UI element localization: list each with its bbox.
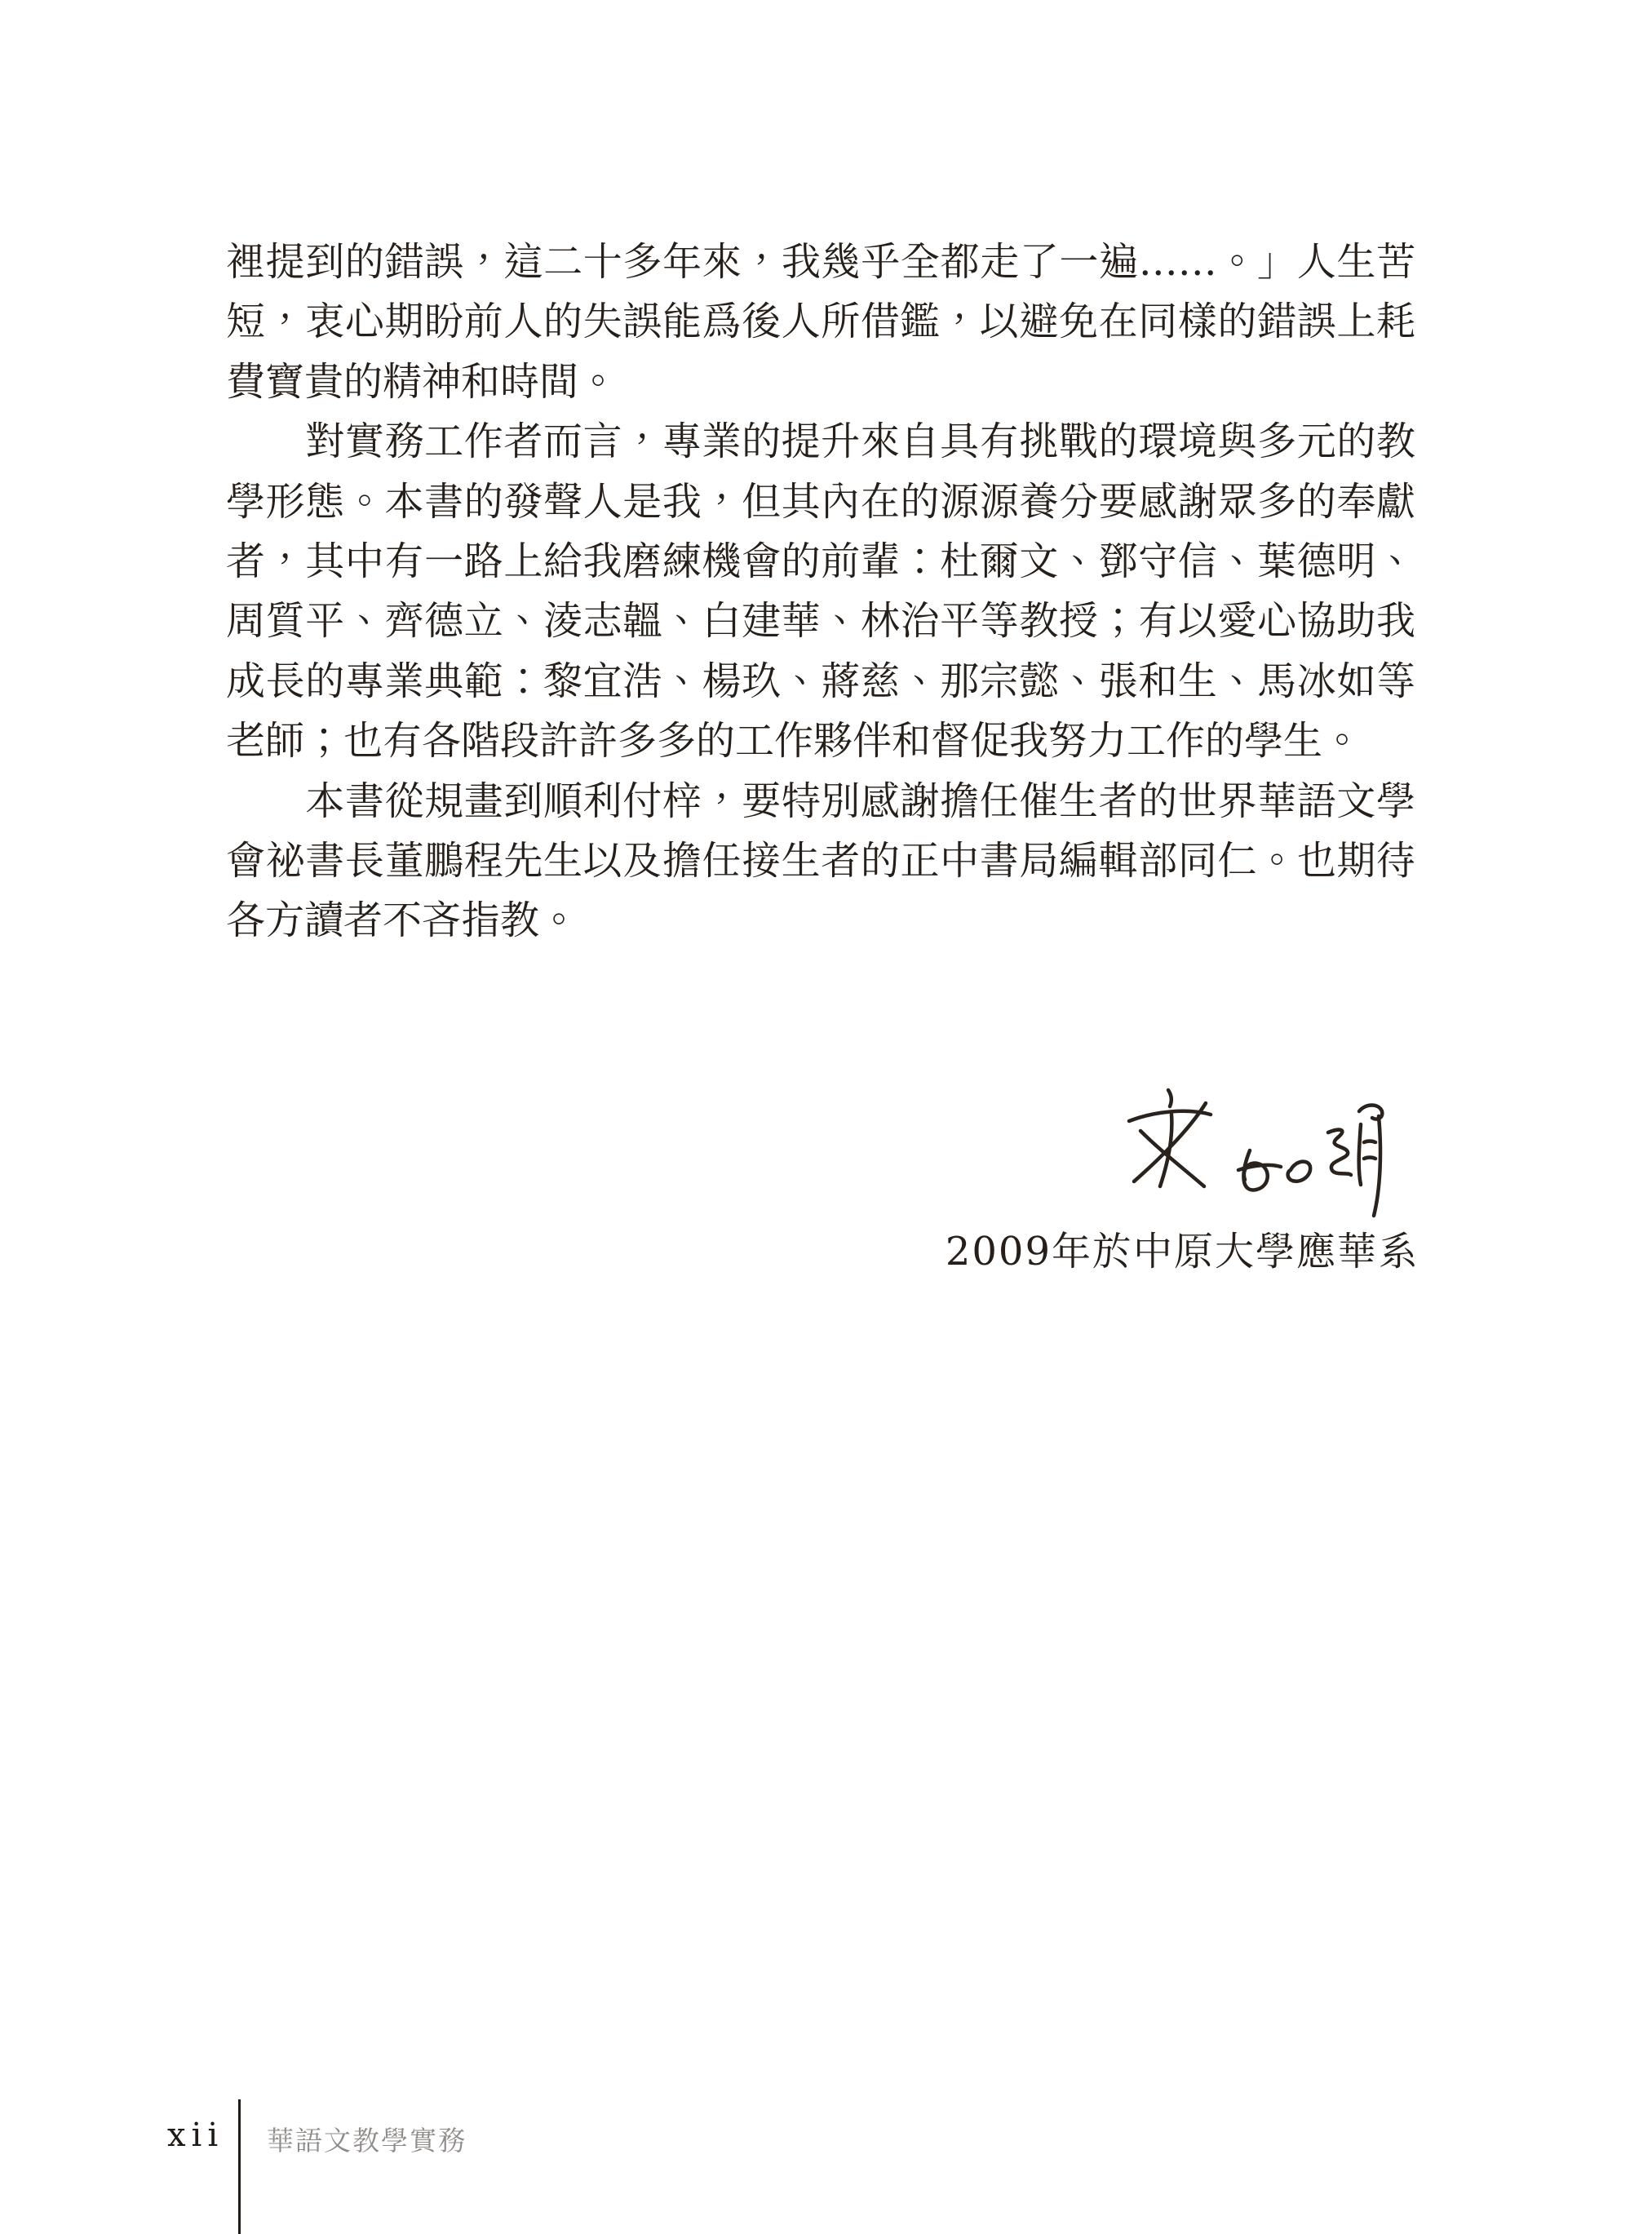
- footer-divider: [238, 2099, 241, 2234]
- body-line: 學形態。本書的發聲人是我，但其內在的源源養分要感謝眾多的奉獻: [226, 478, 1415, 525]
- body-line: 會祕書長董鵬程先生以及擔任接生者的正中書局編輯部同仁。也期待: [226, 837, 1415, 884]
- signature-handwriting-icon: [1109, 1079, 1395, 1227]
- body-line: 者，其中有一路上給我磨練機會的前輩：杜爾文、鄧守信、葉德明、: [226, 538, 1415, 584]
- body-line: 老師；也有各階段許許多多的工作夥伴和督促我努力工作的學生。: [226, 718, 1362, 765]
- body-line: 周質平、齊德立、淩志韞、白建華、林治平等教授；有以愛心協助我: [226, 598, 1415, 645]
- body-line: 成長的專業典範：黎宜浩、楊玖、蔣慈、那宗懿、張和生、馬冰如等: [226, 658, 1415, 704]
- body-line: 各方讀者不吝指教。: [226, 898, 579, 944]
- page-number: xii: [167, 2117, 224, 2154]
- signature-dateline: 2009年於中原大學應華系: [945, 1229, 1419, 1274]
- body-line: 本書從規畫到順利付梓，要特別感謝擔任催生者的世界華語文學: [226, 778, 1415, 824]
- footer-book-title: 華語文教學實務: [267, 2125, 467, 2156]
- body-line: 短，衷心期盼前人的失誤能爲後人所借鑑，以避免在同樣的錯誤上耗: [226, 299, 1415, 345]
- body-line: 裡提到的錯誤，這二十多年來，我幾乎全都走了一遍……。」人生苦: [226, 239, 1415, 285]
- body-line: 費寶貴的精神和時間。: [226, 358, 618, 405]
- preface-body: [226, 233, 1415, 951]
- body-line: 對實務工作者而言，專業的提升來自具有挑戰的環境與多元的教: [226, 419, 1415, 465]
